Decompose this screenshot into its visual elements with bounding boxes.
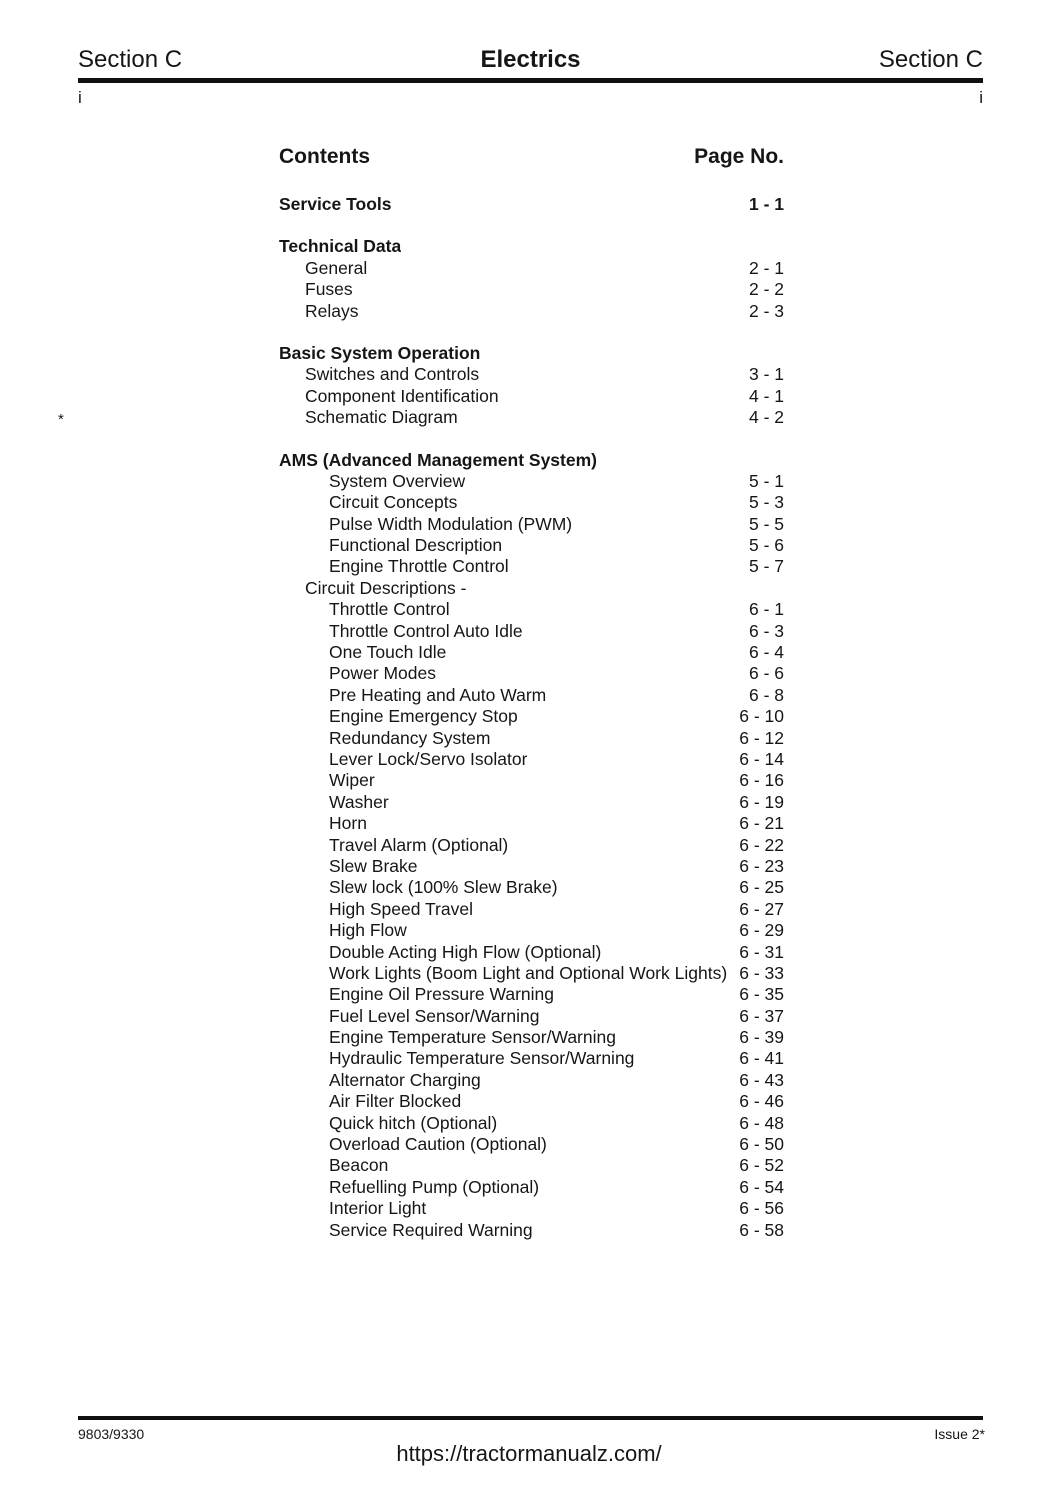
toc-item-page: 6 - 25	[739, 877, 784, 898]
toc-row	[329, 685, 784, 706]
toc-row	[329, 642, 784, 663]
toc-item-label: Alternator Charging	[329, 1069, 481, 1090]
toc-item-label: Overload Caution (Optional)	[329, 1134, 547, 1155]
page-marker-right: i	[979, 88, 983, 107]
toc-item-page: 1 - 1	[748, 194, 784, 214]
toc-row	[329, 856, 784, 877]
toc-row	[305, 258, 784, 279]
toc-row	[329, 1198, 784, 1219]
toc-row	[329, 621, 784, 642]
toc-row	[329, 599, 784, 620]
toc-item-page: 6 - 8	[748, 684, 784, 705]
toc-item-page: 6 - 31	[739, 941, 784, 962]
toc-item-page: 6 - 4	[748, 642, 784, 663]
toc-section-heading	[279, 194, 784, 215]
toc-item-page: 6 - 37	[739, 1005, 784, 1026]
toc-row	[305, 301, 784, 322]
toc-row	[305, 578, 784, 599]
toc-item-label: AMS (Advanced Management System)	[279, 449, 597, 470]
toc-item-page: 6 - 12	[739, 727, 784, 748]
toc-section	[279, 194, 784, 215]
toc-item-page: 6 - 39	[739, 1027, 784, 1048]
header-title: Electrics	[480, 46, 581, 73]
footer-watermark-url: https://tractormanualz.com/	[396, 1441, 662, 1466]
toc-row	[329, 1091, 784, 1112]
toc-item-page: 6 - 23	[739, 855, 784, 876]
toc-item-page: 5 - 7	[748, 556, 784, 577]
header-divider	[78, 78, 983, 83]
toc-row	[305, 386, 784, 407]
revision-star-marker: *	[58, 411, 64, 429]
toc-item-label: Air Filter Blocked	[329, 1091, 462, 1112]
toc-item-page: 6 - 50	[739, 1134, 784, 1155]
toc-item-page: 6 - 52	[739, 1155, 784, 1176]
toc-item-label: Interior Light	[329, 1198, 427, 1219]
page-header	[78, 47, 983, 73]
toc-row	[329, 749, 784, 770]
toc-item-label: Washer	[329, 791, 389, 812]
toc-row	[305, 279, 784, 300]
toc-item-label: Basic System Operation	[279, 342, 481, 363]
footer-divider	[78, 1416, 983, 1420]
footer-publication-number: 9803/9330	[78, 1426, 145, 1442]
toc-item-label: Horn	[329, 813, 367, 834]
toc-item-page: 6 - 43	[739, 1069, 784, 1090]
toc-row	[329, 556, 784, 577]
toc-item-label: Throttle Control Auto Idle	[329, 620, 523, 641]
toc-row	[329, 663, 784, 684]
header-section-right: Section C	[878, 46, 983, 73]
toc-row	[329, 1006, 784, 1027]
toc-item-page: 6 - 29	[739, 920, 784, 941]
toc-item-page: 6 - 22	[739, 834, 784, 855]
header-section-left: Section C	[78, 46, 183, 73]
table-of-contents	[58, 144, 784, 1241]
toc-item-label: General	[305, 257, 368, 278]
toc-row	[329, 963, 784, 984]
contents-title: Contents	[279, 145, 370, 168]
toc-row	[329, 877, 784, 898]
toc-item-page: 4 - 1	[748, 385, 784, 406]
toc-item-label: Work Lights (Boom Light and Optional Work Lights)	[329, 962, 728, 983]
toc-section	[58, 342, 784, 429]
toc-item-label: Circuit Concepts	[329, 492, 458, 513]
toc-item-label: Beacon	[329, 1155, 389, 1176]
contents-title-row	[279, 144, 784, 169]
toc-item-page: 6 - 46	[739, 1091, 784, 1112]
toc-section-heading	[279, 343, 784, 364]
toc-item-page: 6 - 19	[739, 791, 784, 812]
toc-item-page: 6 - 54	[739, 1176, 784, 1197]
toc-item-label: Service Tools	[279, 194, 392, 214]
toc-item-page: 4 - 2	[748, 407, 784, 428]
toc-item-page: 2 - 3	[748, 300, 784, 321]
toc-item-label: Service Required Warning	[329, 1219, 533, 1240]
toc-item-page: 6 - 21	[739, 813, 784, 834]
toc-item-page: 2 - 2	[748, 279, 784, 300]
toc-row	[329, 1177, 784, 1198]
toc-item-page: 6 - 3	[748, 620, 784, 641]
toc-item-label: Schematic Diagram	[305, 407, 458, 428]
toc-row	[329, 984, 784, 1005]
toc-item-label: Engine Oil Pressure Warning	[329, 984, 555, 1005]
toc-row	[329, 920, 784, 941]
toc-item-label: Functional Description	[329, 535, 503, 556]
toc-item-page: 6 - 58	[739, 1219, 784, 1240]
toc-item-page: 6 - 41	[739, 1048, 784, 1069]
toc-item-page: 6 - 48	[739, 1112, 784, 1133]
toc-item-label: Travel Alarm (Optional)	[329, 834, 509, 855]
toc-row	[329, 1113, 784, 1134]
toc-item-label: Double Acting High Flow (Optional)	[329, 941, 602, 962]
toc-item-label: System Overview	[329, 470, 466, 491]
toc-item-label: High Flow	[329, 920, 407, 941]
toc-item-label: Relays	[305, 300, 359, 321]
toc-row	[329, 492, 784, 513]
toc-item-label: Slew lock (100% Slew Brake)	[329, 877, 558, 898]
toc-row	[329, 1134, 784, 1155]
toc-item-label: Throttle Control	[329, 599, 450, 620]
toc-item-page: 2 - 1	[748, 257, 784, 278]
toc-row	[329, 813, 784, 834]
toc-item-label: Hydraulic Temperature Sensor/Warning	[329, 1048, 635, 1069]
toc-row	[305, 364, 784, 385]
toc-item-page: 6 - 56	[739, 1198, 784, 1219]
toc-item-label: Refuelling Pump (Optional)	[329, 1176, 540, 1197]
toc-row	[329, 1155, 784, 1176]
toc-item-label: Fuel Level Sensor/Warning	[329, 1005, 540, 1026]
toc-item-label: Quick hitch (Optional)	[329, 1112, 498, 1133]
toc-item-page: 6 - 14	[739, 748, 784, 769]
toc-item-label: Redundancy System	[329, 727, 491, 748]
toc-item-label: Pulse Width Modulation (PWM)	[329, 513, 573, 534]
toc-row	[329, 899, 784, 920]
toc-item-label: Engine Temperature Sensor/Warning	[329, 1027, 616, 1048]
toc-row	[329, 1027, 784, 1048]
toc-row	[329, 942, 784, 963]
toc-item-page: 6 - 16	[739, 770, 784, 791]
toc-item-page: 5 - 3	[748, 492, 784, 513]
toc-item-page: 6 - 1	[748, 599, 784, 620]
toc-item-page: 5 - 6	[748, 535, 784, 556]
toc-item-label: Wiper	[329, 770, 375, 791]
toc-item-label: Lever Lock/Servo Isolator	[329, 748, 528, 769]
toc-item-page: 3 - 1	[748, 364, 784, 385]
page-marker-row	[78, 88, 983, 108]
toc-item-page: 5 - 5	[748, 513, 784, 534]
toc-row	[329, 706, 784, 727]
toc-row	[329, 835, 784, 856]
toc-item-label: One Touch Idle	[329, 642, 447, 663]
toc-row	[329, 471, 784, 492]
toc-item-page: 6 - 33	[739, 962, 784, 983]
toc-item-label: Circuit Descriptions -	[305, 577, 467, 598]
page-no-label: Page No.	[694, 145, 784, 168]
toc-row	[329, 514, 784, 535]
toc-row	[329, 1070, 784, 1091]
toc-row	[329, 1048, 784, 1069]
toc-row	[329, 535, 784, 556]
toc-item-label: Component Identification	[305, 385, 499, 406]
toc-row	[329, 728, 784, 749]
toc-item-label: Pre Heating and Auto Warm	[329, 684, 547, 705]
toc-item-label: Slew Brake	[329, 855, 418, 876]
toc-row	[329, 792, 784, 813]
toc-item-label: Power Modes	[329, 663, 436, 684]
page-marker-left: i	[78, 88, 82, 107]
toc-item-label: Engine Emergency Stop	[329, 706, 518, 727]
toc-item-page: 6 - 35	[739, 984, 784, 1005]
toc-row	[58, 407, 784, 429]
toc-section	[279, 450, 784, 1241]
toc-item-page: 5 - 1	[748, 470, 784, 491]
toc-item-label: Switches and Controls	[305, 364, 480, 385]
toc-item-label: Engine Throttle Control	[329, 556, 509, 577]
toc-row	[329, 1220, 784, 1241]
toc-section-heading	[279, 450, 784, 471]
toc-item-label: High Speed Travel	[329, 898, 473, 919]
toc-item-label: Technical Data	[279, 236, 402, 257]
toc-row	[329, 770, 784, 791]
toc-list	[58, 194, 784, 1241]
toc-item-page: 6 - 27	[739, 898, 784, 919]
toc-section-heading	[279, 236, 784, 257]
footer-issue-label: Issue 2*	[934, 1426, 985, 1442]
toc-item-label: Fuses	[305, 279, 353, 300]
toc-section	[279, 236, 784, 322]
toc-item-page: 6 - 10	[739, 706, 784, 727]
toc-item-page: 6 - 6	[748, 663, 784, 684]
